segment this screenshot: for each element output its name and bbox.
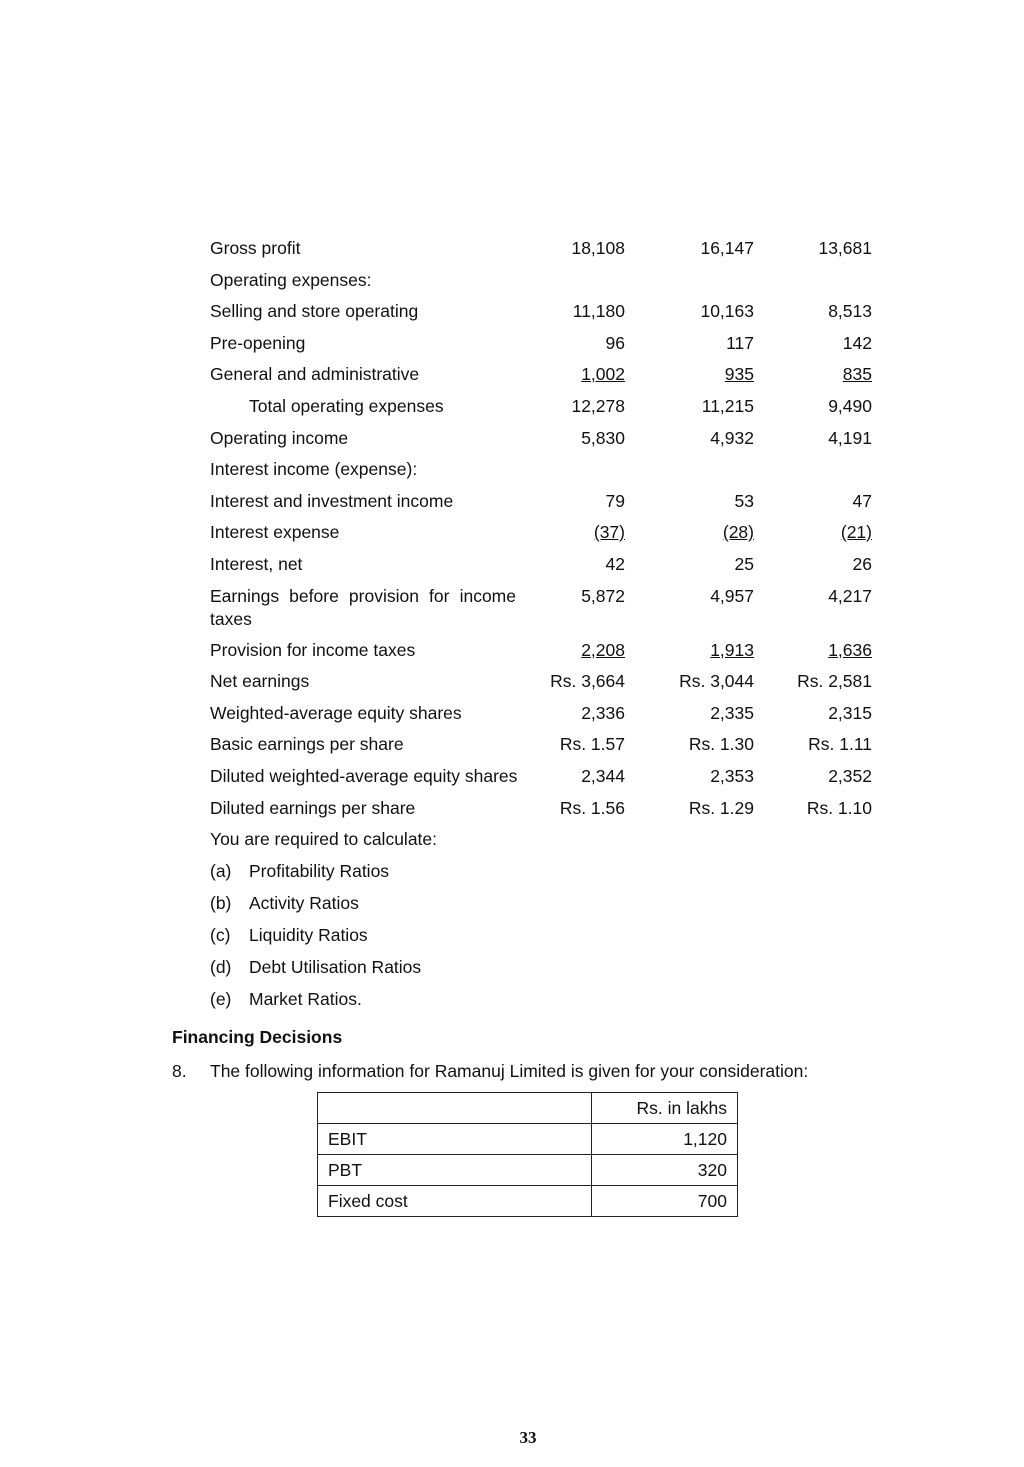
list-marker: (c) xyxy=(210,925,231,945)
row-provision-income-taxes xyxy=(210,635,875,667)
row-basic-eps xyxy=(210,729,875,761)
row-label: Operating expenses: xyxy=(210,269,372,290)
value-year1: 5,830 xyxy=(581,427,625,448)
list-marker: (d) xyxy=(210,957,232,977)
value-year2: 53 xyxy=(734,490,754,511)
row-label: Net earnings xyxy=(210,671,310,692)
value-year3: 9,490 xyxy=(828,395,872,416)
value-year2: 4,957 xyxy=(710,585,754,606)
list-item-text: Activity Ratios xyxy=(249,893,359,913)
table-cell-value: 700 xyxy=(592,1186,738,1217)
value-year3: 26 xyxy=(852,553,872,574)
value-year3: 13,681 xyxy=(818,238,872,258)
value-year3: Rs. 1.11 xyxy=(808,734,872,755)
row-label: Operating income xyxy=(210,427,349,448)
underlined-value: 1,913 xyxy=(710,639,754,660)
list-item-text: Liquidity Ratios xyxy=(249,925,368,945)
row-label: Interest expense xyxy=(210,522,340,543)
value-year1: Rs. 1.57 xyxy=(559,734,625,755)
value-year2 xyxy=(644,363,754,386)
underlined-value: 1,636 xyxy=(828,639,872,660)
row-label: Interest income (expense): xyxy=(210,459,418,480)
table-cell-value: 320 xyxy=(592,1155,738,1186)
row-label: Provision for income taxes xyxy=(210,639,416,660)
row-operating-expenses-heading xyxy=(210,265,875,297)
table-row xyxy=(318,1186,738,1217)
value-year3: 4,191 xyxy=(828,427,872,448)
value-year2 xyxy=(644,639,754,662)
value-year1: 2,344 xyxy=(581,765,625,786)
value-year2: Rs. 1.30 xyxy=(688,734,754,755)
table-row xyxy=(318,1093,738,1124)
row-pre-opening xyxy=(210,328,875,360)
value-year1: Rs. 3,664 xyxy=(550,671,625,692)
value-year3: 4,217 xyxy=(828,585,872,606)
row-operating-income xyxy=(210,423,875,455)
row-label: Weighted-average equity shares xyxy=(210,702,462,723)
income-statement-table xyxy=(210,233,875,824)
list-item-text: Market Ratios. xyxy=(249,989,362,1009)
value-year2: 117 xyxy=(726,332,754,353)
value-year2: 16,147 xyxy=(700,238,754,258)
row-interest-net xyxy=(210,549,875,581)
value-year3: Rs. 1.10 xyxy=(806,797,872,818)
value-year3 xyxy=(762,363,872,386)
underlined-value: 835 xyxy=(842,364,872,385)
value-year1 xyxy=(515,363,625,386)
row-label: Earnings before provision for income taxes xyxy=(210,585,516,629)
row-label: Diluted weighted-average equity shares xyxy=(210,765,518,786)
row-label: Interest and investment income xyxy=(210,490,454,511)
list-item-text: Profitability Ratios xyxy=(249,861,390,881)
value-year1: 18,108 xyxy=(571,238,625,258)
table-row xyxy=(318,1124,738,1155)
row-label: Basic earnings per share xyxy=(210,734,404,755)
value-year1 xyxy=(515,521,625,544)
section-heading: Financing Decisions xyxy=(172,1027,343,1047)
value-year2: 10,163 xyxy=(700,301,754,322)
row-diluted-weighted-shares xyxy=(210,761,875,793)
row-label: Selling and store operating xyxy=(210,301,419,322)
table-cell-value: 1,120 xyxy=(592,1124,738,1155)
row-gross-profit xyxy=(210,233,875,265)
row-label: General and administrative xyxy=(210,364,420,385)
question-text: The following information for Ramanuj Limited is given for your consideration: xyxy=(210,1061,809,1081)
value-year3: 8,513 xyxy=(828,301,872,322)
row-label: Pre-opening xyxy=(210,332,306,353)
value-year2: 2,335 xyxy=(710,702,754,723)
underlined-value: 935 xyxy=(724,364,754,385)
row-general-administrative xyxy=(210,359,875,391)
row-interest-expense xyxy=(210,517,875,549)
row-label: Diluted earnings per share xyxy=(210,797,416,818)
value-year1: Rs. 1.56 xyxy=(559,797,625,818)
table-header-cell: Rs. in lakhs xyxy=(592,1093,738,1124)
underlined-value: (37) xyxy=(593,522,625,543)
value-year2: Rs. 1.29 xyxy=(688,797,754,818)
value-year1: 11,180 xyxy=(572,301,625,322)
value-year1: 42 xyxy=(605,553,625,574)
value-year1: 12,278 xyxy=(571,395,625,416)
value-year2: 25 xyxy=(734,553,754,574)
value-year1: 2,336 xyxy=(581,702,625,723)
row-selling-store-operating xyxy=(210,296,875,328)
required-intro: You are required to calculate: xyxy=(210,829,438,849)
value-year3: 2,352 xyxy=(828,765,872,786)
list-item-text: Debt Utilisation Ratios xyxy=(249,957,422,977)
value-year1: 79 xyxy=(605,490,625,511)
row-earnings-before-tax xyxy=(210,581,875,635)
list-marker: (b) xyxy=(210,893,232,913)
table-cell-label: PBT xyxy=(318,1155,592,1186)
value-year3: Rs. 2,581 xyxy=(797,671,872,692)
table-cell-label: EBIT xyxy=(318,1124,592,1155)
row-label: Interest, net xyxy=(210,553,303,574)
list-marker: (a) xyxy=(210,861,232,881)
underlined-value: (28) xyxy=(722,522,754,543)
value-year2: 4,932 xyxy=(710,427,754,448)
row-total-operating-expenses xyxy=(210,391,875,423)
underlined-value: 1,002 xyxy=(581,364,625,385)
page-number: 33 xyxy=(519,1428,537,1447)
value-year1: 5,872 xyxy=(581,585,625,606)
value-year2 xyxy=(644,521,754,544)
row-label: Gross profit xyxy=(210,238,301,258)
table-cell-empty xyxy=(318,1093,592,1124)
value-year2: 11,215 xyxy=(701,395,754,416)
underlined-value: 2,208 xyxy=(581,639,625,660)
table-row xyxy=(318,1155,738,1186)
row-interest-income-heading xyxy=(210,454,875,486)
value-year1: 96 xyxy=(605,332,625,353)
underlined-value: (21) xyxy=(840,522,872,543)
value-year2: 2,353 xyxy=(710,765,754,786)
list-marker: (e) xyxy=(210,989,232,1009)
info-table xyxy=(317,1092,738,1217)
value-year3 xyxy=(762,639,872,662)
row-net-earnings xyxy=(210,666,875,698)
value-year3 xyxy=(762,521,872,544)
row-weighted-average-shares xyxy=(210,698,875,730)
value-year1 xyxy=(515,639,625,662)
question-number: 8. xyxy=(172,1061,187,1081)
table-cell-label: Fixed cost xyxy=(318,1186,592,1217)
value-year3: 47 xyxy=(852,490,872,511)
row-label: Total operating expenses xyxy=(249,395,444,416)
value-year3: 2,315 xyxy=(828,702,872,723)
row-diluted-eps xyxy=(210,793,875,825)
row-interest-investment-income xyxy=(210,486,875,518)
value-year3: 142 xyxy=(842,332,872,353)
value-year2: Rs. 3,044 xyxy=(679,671,754,692)
